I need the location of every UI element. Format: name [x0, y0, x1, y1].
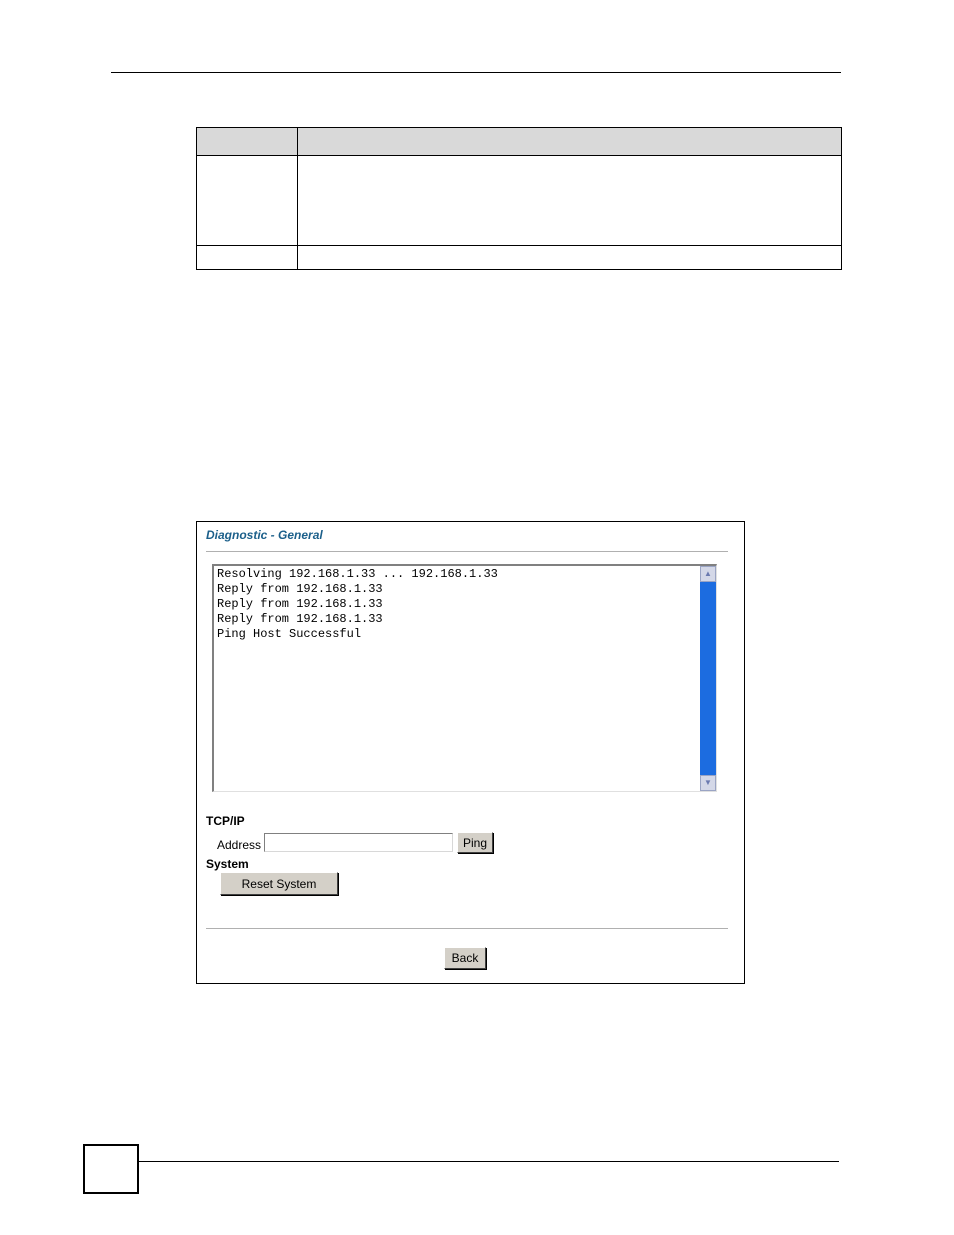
table-row [197, 246, 842, 270]
log-text [217, 567, 498, 642]
panel-title: Diagnostic - General [206, 528, 323, 542]
page-number-box [83, 1144, 139, 1194]
title-separator [206, 551, 728, 552]
footer-separator [206, 928, 728, 929]
ping-button[interactable]: Ping [457, 832, 493, 853]
scroll-down-arrow-icon[interactable]: ▼ [700, 775, 716, 791]
address-label: Address [217, 838, 262, 852]
log-line: Reply from 192.168.1.33 [217, 582, 383, 596]
back-button[interactable]: Back [444, 947, 486, 969]
log-line: Resolving 192.168.1.33 ... 192.168.1.33 [217, 567, 498, 581]
address-input[interactable] [264, 833, 453, 852]
log-scrollbar[interactable] [700, 566, 716, 791]
ping-result-log[interactable] [212, 564, 717, 792]
reset-system-button[interactable]: Reset System [220, 872, 338, 895]
table-cell [197, 156, 298, 246]
header-rule [111, 72, 841, 73]
reference-table [196, 127, 842, 270]
diagnostic-panel [196, 521, 745, 984]
footer-rule [139, 1161, 839, 1162]
log-line: Ping Host Successful [217, 627, 362, 641]
table-header-cell-label [197, 128, 298, 156]
system-heading: System [206, 857, 249, 871]
table-header-row [197, 128, 842, 156]
log-line: Reply from 192.168.1.33 [217, 597, 383, 611]
table-header-cell-description [298, 128, 842, 156]
table-cell [298, 156, 842, 246]
scroll-up-arrow-icon[interactable]: ▲ [700, 566, 716, 582]
table-cell [298, 246, 842, 270]
log-line: Reply from 192.168.1.33 [217, 612, 383, 626]
table-cell [197, 246, 298, 270]
table-row [197, 156, 842, 246]
tcpip-heading: TCP/IP [206, 814, 245, 828]
